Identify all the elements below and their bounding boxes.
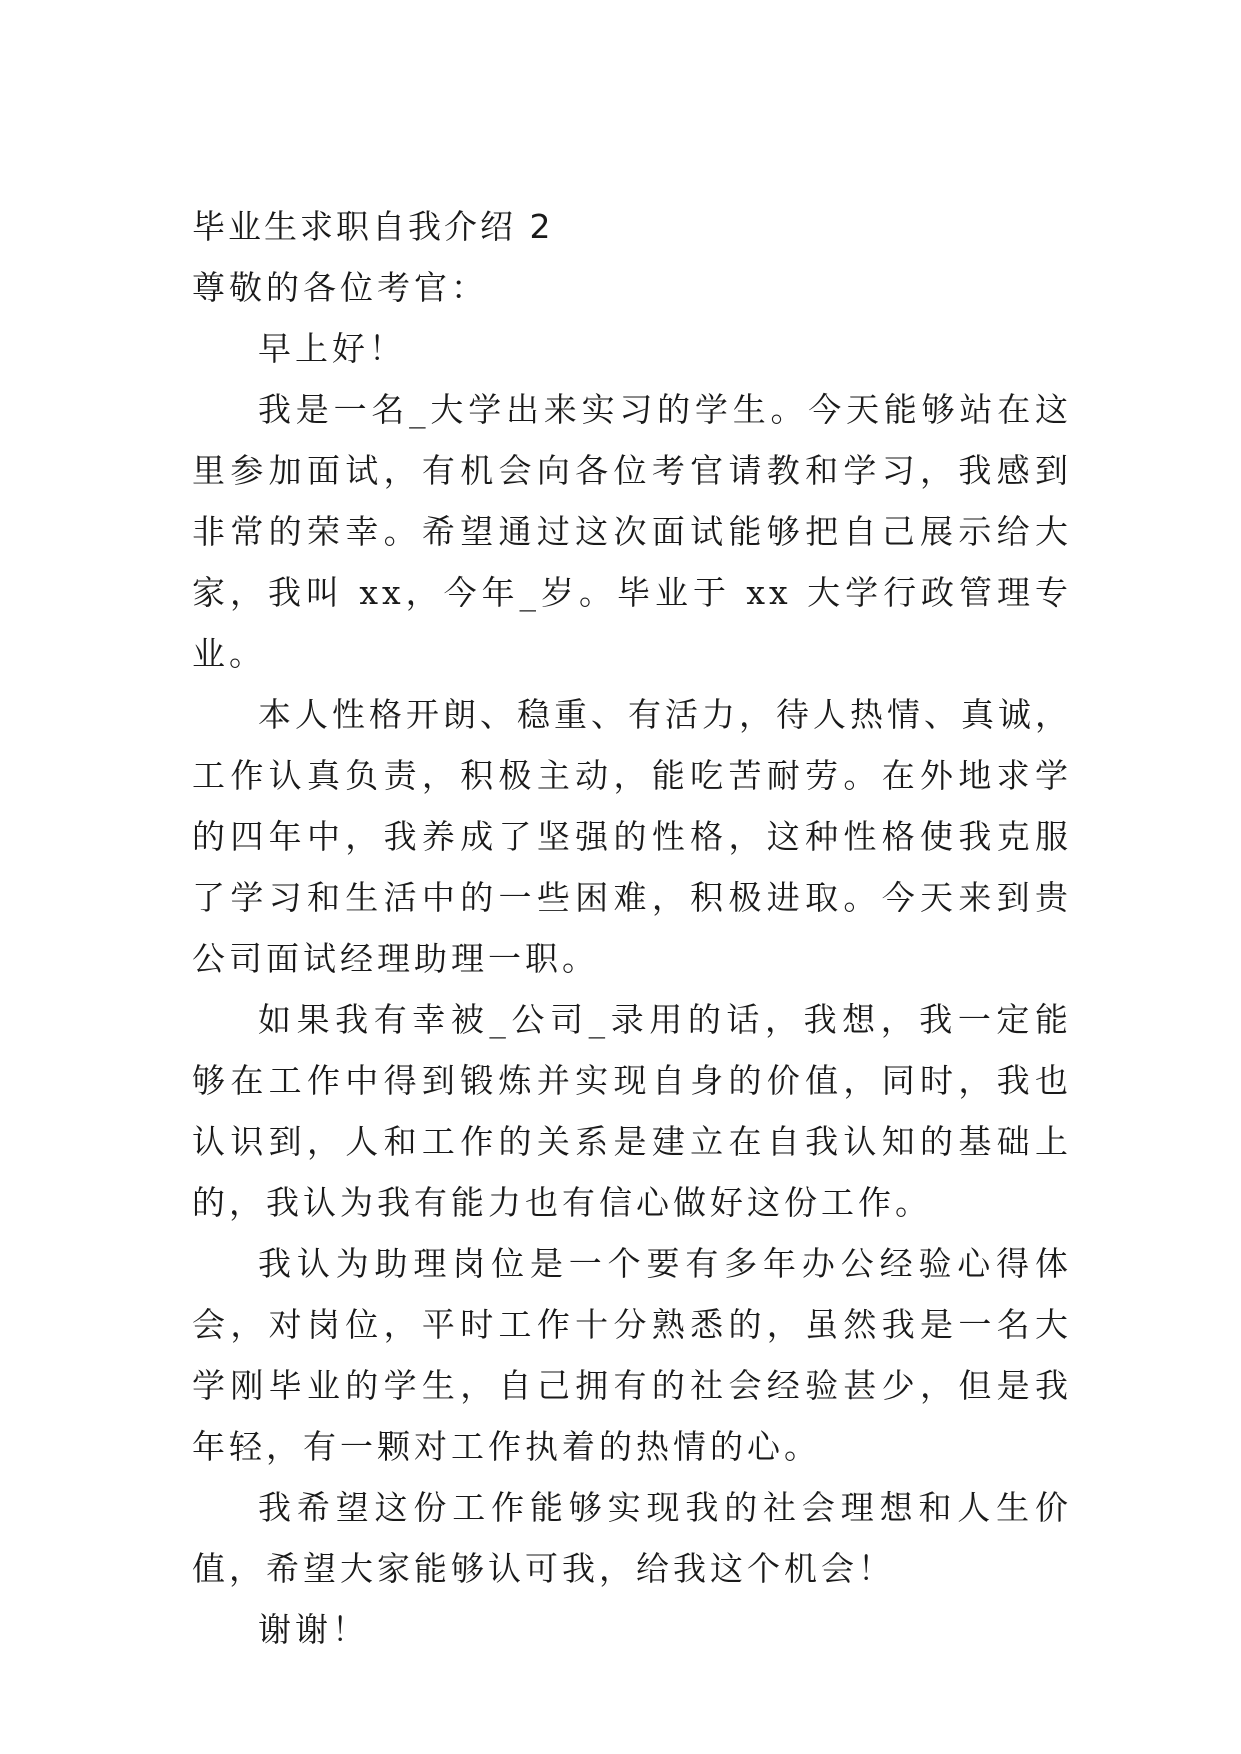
paragraph-greeting: 早上好！ [258, 329, 406, 368]
paragraph-hope: 我希望这份工作能够实现我的社会理想和人生价值，希望大家能够认可我，给我这个机会！ [192, 1488, 1072, 1588]
paragraph-assistant-role: 我认为助理岗位是一个要有多年办公经验心得体会，对岗位，平时工作十分熟悉的，虽然我是一名大学刚毕业的学生，自己拥有的社会经验甚少，但是我年轻，有一颗对工作执着的热情的心。 [192, 1244, 1072, 1466]
paragraph-personality: 本人性格开朗、稳重、有活力，待人热情、真诚，工作认真负责，积极主动，能吃苦耐劳。在外地求学的四年中，我养成了坚强的性格，这种性格使我克服了学习和生活中的一些困难，积极进取。今天来到贵公司面试经理助理一职。 [192, 695, 1072, 978]
document-body [192, 196, 1072, 1660]
paragraph-introduction: 我是一名_大学出来实习的学生。今天能够站在这里参加面试，有机会向各位考官请教和学习，我感到非常的荣幸。希望通过这次面试能够把自己展示给大家，我叫 xx，今年_岁。毕业于 xx 大学行政管理专业。 [192, 390, 1072, 673]
salutation: 尊敬的各位考官： [192, 268, 488, 307]
paragraph-if-hired: 如果我有幸被_公司_录用的话，我想，我一定能够在工作中得到锻炼并实现自身的价值，同时，我也认识到，人和工作的关系是建立在自我认知的基础上的，我认为我有能力也有信心做好这份工作。 [192, 1000, 1072, 1222]
document-title: 毕业生求职自我介绍 2 [192, 207, 554, 246]
paragraph-thanks: 谢谢！ [258, 1610, 369, 1649]
